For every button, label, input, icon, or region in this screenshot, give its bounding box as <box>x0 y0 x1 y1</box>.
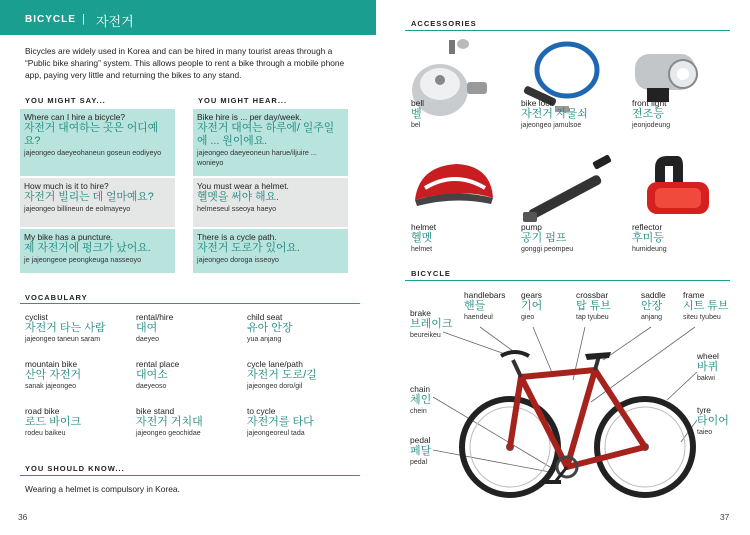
accessory-item <box>411 98 521 131</box>
part-romanization: bakwi <box>697 375 715 382</box>
part-label-frame <box>683 290 729 323</box>
accessory-english: reflector <box>632 222 663 232</box>
you-might-say-heading: YOU MIGHT SAY... <box>25 96 106 105</box>
page-number-right: 37 <box>720 512 730 522</box>
vocab-romanization: jajeongeo doro/gil <box>247 383 303 390</box>
hear-phrase-2 <box>193 178 348 227</box>
accessory-english: helmet <box>411 222 437 232</box>
part-romanization: pedal <box>410 459 428 466</box>
part-romanization: haendeul <box>464 314 493 321</box>
vocab-english: bike stand <box>136 406 175 416</box>
say-phrase-1 <box>20 109 175 176</box>
part-label-tyre <box>697 405 729 438</box>
phrase-english: Bike hire is ... per day/week. <box>197 112 302 122</box>
vocab-english: rental/hire <box>136 312 174 322</box>
part-romanization: siteu tyubeu <box>683 314 721 321</box>
phrase-romanization: jajeongeo doroga isseoyo <box>197 255 279 264</box>
part-english: wheel <box>697 351 719 361</box>
part-label-handlebars <box>464 290 505 323</box>
vocab-item <box>25 312 130 345</box>
phrase-romanization: jajeongeo daeyeohaneun goseun eodiyeyo <box>24 148 162 157</box>
vocabulary-heading: VOCABULARY <box>25 293 88 302</box>
phrase-english: My bike has a puncture. <box>24 232 113 242</box>
part-romanization: chein <box>410 408 427 415</box>
part-romanization: gieo <box>521 314 535 321</box>
phrase-korean: 헬멧을 써야 해요. <box>197 191 280 203</box>
vocab-korean: 로드 바이크 <box>25 416 82 428</box>
should-know-text: Wearing a helmet is compulsory in Korea. <box>25 484 180 494</box>
accessories-heading: ACCESSORIES <box>411 19 477 28</box>
vocab-item <box>136 359 241 392</box>
bicycle-heading: BICYCLE <box>411 269 451 278</box>
part-korean: 핸들 <box>464 300 486 312</box>
vocab-item <box>247 312 352 345</box>
accessory-item <box>521 222 631 255</box>
accessory-item <box>521 98 631 131</box>
page-number-left: 36 <box>18 512 28 522</box>
say-phrase-2 <box>20 178 175 227</box>
phrase-english: How much is it to hire? <box>24 181 109 191</box>
part-korean: 체인 <box>410 394 432 406</box>
part-english: brake <box>410 308 431 318</box>
part-english: chain <box>410 384 431 394</box>
you-might-hear-heading: YOU MIGHT HEAR... <box>198 96 288 105</box>
part-korean: 시트 튜브 <box>683 300 729 312</box>
phrase-korean: 제 자전거에 펑크가 났어요. <box>24 242 151 254</box>
vocab-romanization: yua anjang <box>247 336 282 343</box>
bicycle-rule <box>405 280 730 281</box>
vocab-korean: 자전거를 타다 <box>247 416 314 428</box>
should-know-rule <box>20 475 360 476</box>
part-korean: 타이어 <box>697 415 729 427</box>
section-title-korean: 자전거 <box>96 14 134 29</box>
vocab-romanization: jajeongeo geochidae <box>136 430 201 437</box>
part-english: tyre <box>697 405 711 415</box>
hear-phrase-1 <box>193 109 348 176</box>
vocab-english: to cycle <box>247 406 276 416</box>
phrase-korean: 자전거 대여는 하루에/ 일주일에 ... 원이에요. <box>197 122 335 147</box>
accessory-english: bell <box>411 98 425 108</box>
vocab-english: rental place <box>136 359 180 369</box>
part-korean: 안장 <box>641 300 663 312</box>
vocab-item <box>136 406 241 439</box>
part-romanization: beureikeu <box>410 332 441 339</box>
vocab-english: mountain bike <box>25 359 78 369</box>
accessory-korean: 후미등 <box>632 232 664 244</box>
part-english: saddle <box>641 290 666 300</box>
accessory-item <box>632 222 742 255</box>
vocab-item <box>136 312 241 345</box>
part-english: pedal <box>410 435 431 445</box>
vocab-korean: 대여소 <box>136 369 168 381</box>
vocab-romanization: rodeu baikeu <box>25 430 66 437</box>
vocab-korean: 자전거 도로/길 <box>247 369 317 381</box>
accessory-english: bike lock <box>521 98 554 108</box>
accessory-korean: 벨 <box>411 108 422 120</box>
vocabulary-rule <box>20 303 360 304</box>
vocab-item <box>25 406 130 439</box>
vocab-item <box>25 359 130 392</box>
accessory-romanization: jeonjodeung <box>632 122 671 129</box>
accessory-romanization: humideung <box>632 246 667 253</box>
vocab-english: road bike <box>25 406 60 416</box>
phrase-english: You must wear a helmet. <box>197 181 289 191</box>
phrase-korean: 자전거 빌리는 데 얼마예요? <box>24 191 154 203</box>
part-korean: 브레이크 <box>410 318 453 330</box>
vocab-korean: 자전거 거치대 <box>136 416 203 428</box>
title-separator: | <box>82 13 85 25</box>
part-label-chain <box>410 384 431 417</box>
accessory-romanization: bel <box>411 122 421 129</box>
vocab-english: cyclist <box>25 312 48 322</box>
phrase-korean: 자전거 대여하는 곳은 어디예요? <box>24 122 159 147</box>
vocab-romanization: jajeongeoreul tada <box>247 430 305 437</box>
phrase-korean: 자전거 도로가 있어요. <box>197 242 300 254</box>
vocab-english: child seat <box>247 312 283 322</box>
accessory-english: front light <box>632 98 667 108</box>
phrase-english: Where can I hire a bicycle? <box>24 112 126 122</box>
part-romanization: tap tyubeu <box>576 314 609 321</box>
part-label-saddle <box>641 290 666 323</box>
you-should-know-heading: YOU SHOULD KNOW... <box>25 464 125 473</box>
accessory-korean: 전조등 <box>632 108 664 120</box>
part-romanization: anjang <box>641 314 663 321</box>
part-label-wheel <box>697 351 719 384</box>
vocab-item <box>247 359 352 392</box>
phrase-romanization: jajeongeo daeyeoneun harue/iljuire ... wonieyo <box>197 148 317 167</box>
part-korean: 바퀴 <box>697 361 719 373</box>
part-korean: 페달 <box>410 445 432 457</box>
part-english: frame <box>683 290 705 300</box>
intro-paragraph: Bicycles are widely used in Korea and can be hired in many tourist areas through a “Public bike sharing” system. This allows people to rent a bike through a mobile phone app, paying very little and returning the bikes to any stand. <box>25 46 345 80</box>
phrase-romanization: helmeseul sseoya haeyo <box>197 204 277 213</box>
part-english: handlebars <box>464 290 506 300</box>
accessories-rule <box>405 30 730 31</box>
phrase-english: There is a cycle path. <box>197 232 277 242</box>
part-label-gears <box>521 290 542 323</box>
accessory-korean: 공기 펌프 <box>521 232 567 244</box>
say-phrase-3 <box>20 229 175 273</box>
accessory-romanization: helmet <box>411 246 433 253</box>
part-english: crossbar <box>576 290 609 300</box>
vocab-english: cycle lane/path <box>247 359 303 369</box>
vocab-korean: 산악 자전거 <box>25 369 82 381</box>
part-label-crossbar <box>576 290 611 323</box>
vocab-korean: 자전거 타는 사람 <box>25 322 106 334</box>
part-label-pedal <box>410 435 431 468</box>
accessory-english: pump <box>521 222 542 232</box>
section-title: BICYCLE <box>25 14 76 25</box>
vocab-romanization: jajeongeo taneun saram <box>25 336 101 343</box>
vocab-romanization: daeyeo <box>136 336 159 343</box>
accessory-item <box>411 222 521 255</box>
part-label-brake <box>410 308 453 341</box>
accessory-romanization: jajeongeo jamulsoe <box>521 122 582 129</box>
part-romanization: taieo <box>697 429 713 436</box>
accessory-korean: 자전거 자물쇠 <box>521 108 588 120</box>
accessory-korean: 헬멧 <box>411 232 433 244</box>
phrase-romanization: jajeongeo billineun de eolmayeyo <box>24 204 131 213</box>
accessory-romanization: gonggi peompeu <box>521 246 574 253</box>
accessory-item <box>632 98 742 131</box>
part-korean: 탑 튜브 <box>576 300 611 312</box>
vocab-romanization: sanak jajeongeo <box>25 383 76 390</box>
hear-phrase-3 <box>193 229 348 273</box>
part-english: gears <box>521 290 542 300</box>
vocab-korean: 유아 안장 <box>247 322 293 334</box>
phrase-romanization: je jajeongeoe peongkeuga nasseoyo <box>24 255 142 264</box>
vocab-korean: 대여 <box>136 322 158 334</box>
vocab-item <box>247 406 352 439</box>
vocab-romanization: daeyeoso <box>136 383 167 390</box>
part-korean: 기어 <box>521 300 543 312</box>
